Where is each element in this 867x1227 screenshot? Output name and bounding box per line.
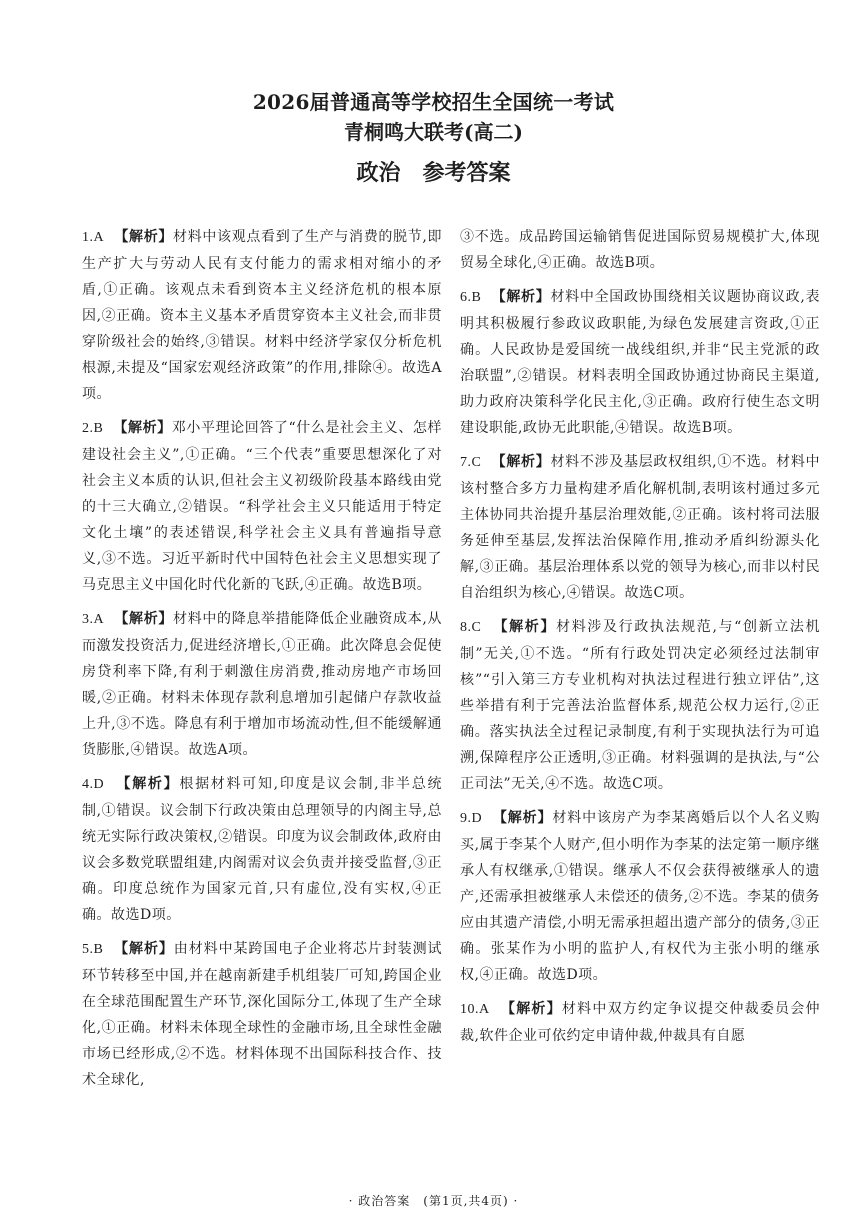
question-number: 7.C xyxy=(460,455,482,470)
answer-item-continued xyxy=(460,224,820,276)
answer-text: 材料涉及行政执法规范,与“创新立法机制”无关,①不选。“所有行政处罚决定必须经过法制审核”“引入第三方专业机构对执法过程进行独立评估”,这些举措有利于完善法治监督体系,规范公权力运行,②正确。落实执法全过程记录制度,有利于实现执法行为可追溯,保障程序公正透明,③正确。材料强调的是执法,与“公正司法”无关,④不选。故选C项。 xyxy=(460,619,821,792)
exam-subtitle: 青桐鸣大联考(高二) xyxy=(344,120,523,144)
answer-item xyxy=(82,415,442,598)
answer-item xyxy=(460,614,820,797)
analysis-tag: 【解析】 xyxy=(116,776,180,792)
exam-title: 2026届普通高等学校招生全国统一考试 xyxy=(252,90,615,114)
analysis-tag: 【解析】 xyxy=(493,619,557,635)
answer-column-right xyxy=(460,224,820,1057)
subject-heading: 政治 参考答案 xyxy=(356,160,511,186)
answer-text: 根据材料可知,印度是议会制,非半总统制,①错误。议会制下行政决策由总理领导的内阁主导,总统无实际行政决策权,②错误。印度为议会制政体,政府由议会多数党联盟组建,内阁需对议会负责并接受监督,③正确。印度总统作为国家元首,只有虚位,没有实权,④正确。故选D项。 xyxy=(82,776,443,923)
analysis-tag: 【解析】 xyxy=(491,289,551,305)
analysis-tag: 【解析】 xyxy=(492,810,553,826)
answer-item xyxy=(460,284,820,441)
answer-text: ③不选。成品跨国运输销售促进国际贸易规模扩大,体现贸易全球化,④正确。故选B项。 xyxy=(460,229,820,271)
analysis-tag: 【解析】 xyxy=(500,1001,562,1017)
analysis-tag: 【解析】 xyxy=(114,229,174,245)
question-number: 3.A xyxy=(82,612,105,627)
analysis-tag: 【解析】 xyxy=(114,941,174,957)
question-number: 8.C xyxy=(460,620,482,635)
answer-item xyxy=(460,996,820,1049)
analysis-tag: 【解析】 xyxy=(114,611,174,627)
answer-item xyxy=(460,449,820,606)
question-number: 9.D xyxy=(460,811,483,826)
analysis-tag: 【解析】 xyxy=(113,420,172,436)
answer-item xyxy=(82,224,442,407)
answer-item xyxy=(82,771,442,928)
answer-text: 邓小平理论回答了“什么是社会主义、怎样建设社会主义”,①正确。“三个代表”重要思想深化了对社会主义本质的认识,但社会主义初级阶段基本路线由党的十三大确立,②错误。“科学社会主义只能适用于特定文化土壤”的表述错误,科学社会主义具有普遍指导意义,③不选。习近平新时代中国特色社会主义思想实现了马克思主义中国化时代化新的飞跃,④正确。故选B项。 xyxy=(82,420,443,593)
answer-text: 材料中该房产为李某离婚后以个人名义购买,属于李某个人财产,但小明作为李某的法定第一顺序继承人有权继承,①错误。继承人不仅会获得被继承人的遗产,还需承担被继承人未偿还的债务,②不选。李某的债务应由其遗产清偿,小明无需承担超出遗产部分的债务,③正确。张某作为小明的监护人,有权代为主张小明的继承权,④正确。故选D项。 xyxy=(460,810,821,983)
answer-item xyxy=(82,606,442,763)
answer-item xyxy=(82,936,442,1093)
question-number: 10.A xyxy=(460,1002,490,1017)
answer-column-left xyxy=(82,224,442,1101)
page-header xyxy=(0,88,867,188)
answer-text: 材料中该观点看到了生产与消费的脱节,即生产扩大与劳动人民有支付能力的需求相对缩小的矛盾,①正确。该观点未看到资本主义经济危机的根本原因,②正确。资本主义基本矛盾贯穿资本主义社会,而非贯穿阶级社会的始终,③错误。材料中经济学家仅分析危机根源,未提及“国家宏观经济政策”的作用,排除④。故选A项。 xyxy=(82,229,443,402)
question-number: 1.A xyxy=(82,230,105,245)
answer-text: 材料中的降息举措能降低企业融资成本,从而激发投资活力,促进经济增长,①正确。此次降息会促使房贷利率下降,有利于刺激住房消费,推动房地产市场回暖,②正确。材料未体现存款利息增加引起储户存款收益上升,③不选。降息有利于增加市场流动性,但不能缓解通货膨胀,④错误。故选A项。 xyxy=(82,611,443,758)
answer-text: 材料中双方约定争议提交仲裁委员会仲裁,软件企业可依约定申请仲裁,仲裁具有自愿 xyxy=(460,1001,821,1044)
question-number: 4.D xyxy=(82,777,105,792)
question-number: 5.B xyxy=(82,942,104,957)
analysis-tag: 【解析】 xyxy=(491,454,551,470)
answer-text: 材料中全国政协围绕相关议题协商议政,表明其积极履行参政议政职能,为绿色发展建言资政,①正确。人民政协是爱国统一战线组织,并非“民主党派的政治联盟”,②错误。材料表明全国政协通过协商民主渠道,助力政府决策科学化民主化,③正确。政府行使生态文明建设职能,政协无此职能,④错误。故选B项。 xyxy=(460,289,821,436)
question-number: 6.B xyxy=(460,290,482,305)
answer-text: 由材料中某跨国电子企业将芯片封装测试环节转移至中国,并在越南新建手机组装厂可知,跨国企业在全球范围配置生产环节,深化国际分工,体现了生产全球化,①正确。材料未体现全球性的金融市场,且全球性金融市场已经形成,②不选。材料体现不出国际科技合作、技术全球化, xyxy=(82,941,443,1088)
question-number: 2.B xyxy=(82,421,104,436)
answer-item xyxy=(460,805,820,988)
answer-text: 材料不涉及基层政权组织,①不选。材料中该村整合多方力量构建矛盾化解机制,表明该村通过多元主体协同共治提升基层治理效能,②正确。该村将司法服务延伸至基层,发挥法治保障作用,推动矛盾纠纷源头化解,③正确。基层治理体系以党的领导为核心,而非以村民自治组织为核心,④错误。故选C项。 xyxy=(460,454,821,601)
page-footer: · 政治答案 (第1页,共4页) · xyxy=(348,1194,519,1208)
